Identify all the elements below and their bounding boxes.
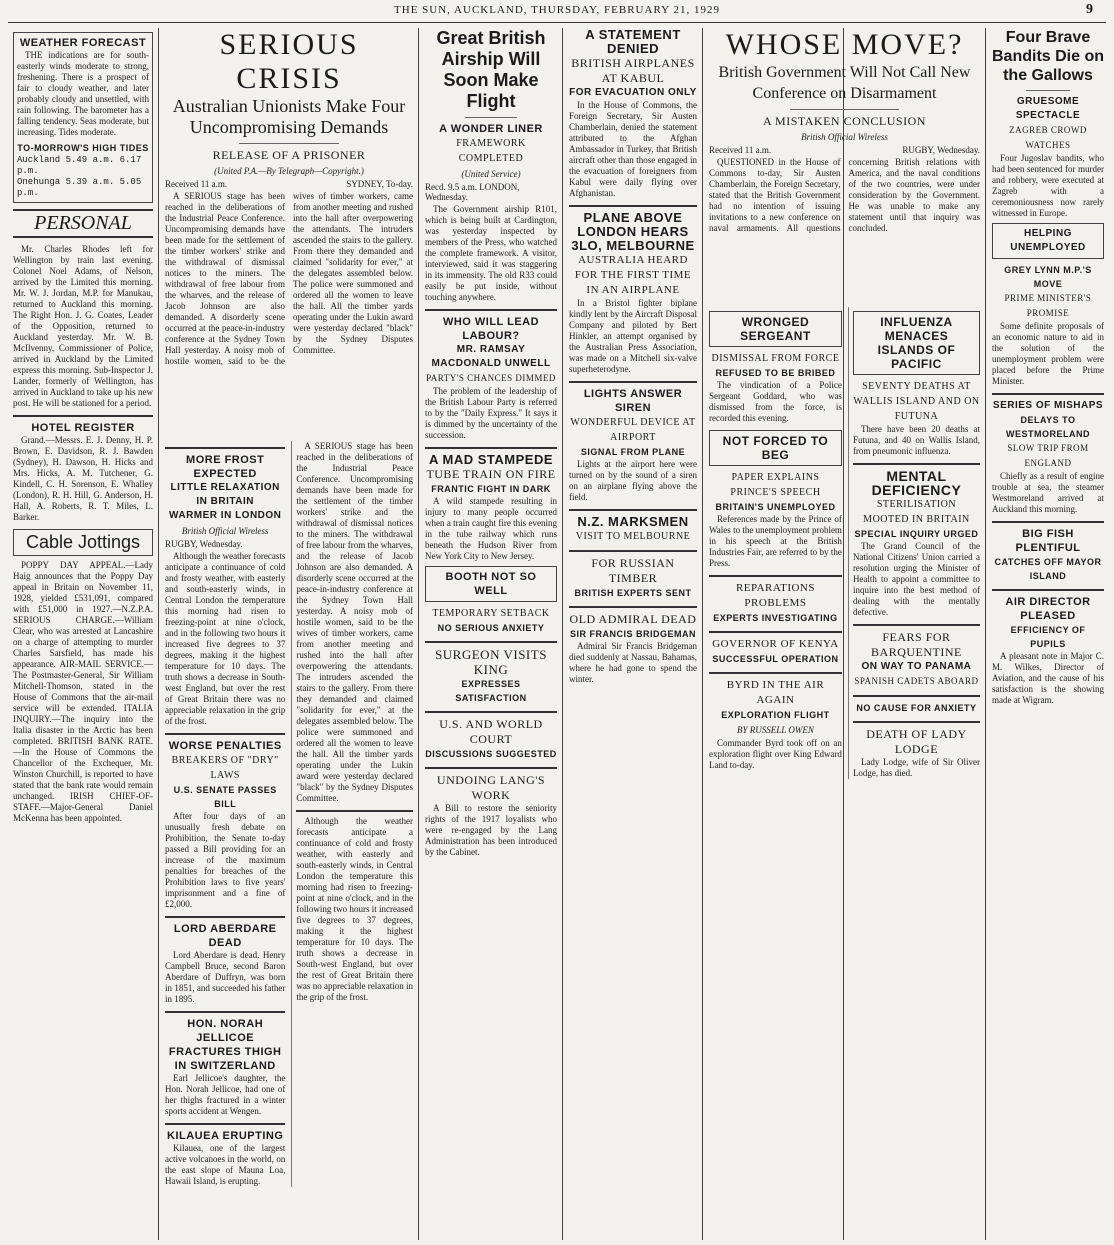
stampede-body: A wild stampede resulting in injury to many people occurred when a train caught fire this evening in the tube railway which runs beneath the Hudson River from New York City to New Jersey. (425, 496, 557, 561)
stampede-sub2: FRANTIC FIGHT IN DARK (431, 484, 551, 494)
plane-body: In a Bristol fighter biplane kindly lent by the Aircraft Disposal Company and piloted by Bert Hinkler, an attempt organised by the Australian Press Association, was made on a Mitchell six-valve superheterodyne. (569, 298, 697, 374)
worse-penalties-body: After four days of an unusually fresh debate on Prohibition, the Senate to-day passed a Bill providing for an increase of the maximum penalties for breaches of the Prohibition laws to five years' imprisonment and a fine of £2,000. (165, 811, 286, 909)
whose-move-received: Received 11 a.m. (709, 145, 772, 155)
air-director-body: A pleasant note in Major C. M. Wilkes, Director of Aviation, and the cause of his satisfaction is the showing made at Wigram. (992, 651, 1104, 705)
frost-sub2: WARMER IN LONDON (168, 510, 282, 521)
aberdare-body: Lord Aberdare is dead. Henry Campbell Bruce, second Baron Aberdare of Duffryn, was born in 1851, and succeeded his father in 1895. (165, 950, 286, 1004)
fish-headline: BIG FISH PLENTIFUL (1015, 528, 1081, 554)
labour-sub: MR. RAMSAY MACDONALD UNWELL (431, 344, 551, 369)
column-rule (985, 28, 986, 1240)
column-rule (418, 28, 419, 1240)
lights-sub2: SIGNAL FROM PLANE (580, 447, 686, 457)
not-forced-sub: PAPER EXPLAINS PRINCE'S SPEECH (730, 472, 821, 498)
timber-sub: BRITISH EXPERTS SENT (574, 588, 692, 598)
frost-continued: Although the weather forecasts anticipate a continuance of cold and frosty weather, with easterly and south-easterly winds, in Central London the temperature this morning had risen to freezing-point at nine o'clock, and in the following two hours it increased five degrees to 37 degrees, making it the highest temperature for 10 days. The truth shows a decrease in South-west England, but over the rest of Great Britain there was no appreciable relaxation in the grip of the frost. (296, 816, 413, 1002)
helping-headline: HELPING UNEMPLOYED (1010, 228, 1086, 253)
bandits-body: Four Jugoslav bandits, who had been sentenced for murder and robbery, were executed at Zagreb with a ceremoniousness now rarely witnessed in Europe. (992, 153, 1104, 218)
kilauea-headline: KILAUEA ERUPTING (167, 1130, 284, 1142)
serious-crisis-sub: RELEASE OF A PRISONER (212, 148, 366, 162)
airship-headline: Great British Airship Will Soon Make Flight (436, 28, 546, 111)
barquentine-headline: FEARS FOR BARQUENTINE (871, 630, 962, 659)
personal-text: Mr. Charles Rhodes left for Wellington by train last evening. Colonel Noel Adams, of Nelson, arrived by the Limited this morning. Mr. W. J. Jordan, M.P. for Manukau, returned to Auckland this morning. The Right Hon. J. G. Coates, Leader of the Opposition, returned to Auckland yesterday. Mr. W. B. McIlvenny, Commissioner of Police, arrived in Auckland by the Limited express this morning. Sub-Inspector J. Lander, formerly of Wellington, has arrived in Auckland to take up his new post. He will be stationed for a period. (13, 244, 153, 408)
fish-sub: CATCHES OFF MAYOR ISLAND (994, 557, 1102, 581)
hotel-text: Grand.—Messrs. E. J. Denny, H. P. Brown, E. Davidson, R. J. Bawden (Sydney), H. Dawson, H. Hicks and Mrs. Hicks, A. M. Tutchener, G. Kindell, C. H. Sorenson, E. Whalley (London), R. H. Hill, G. Anderson, H. Hall, A. Roberts, R. T. Miles, L. Barker. (13, 435, 153, 522)
statement-deck: BRITISH AIRPLANES AT KABUL (571, 56, 695, 85)
column-2 (160, 28, 418, 1240)
page-number: 9 (1086, 2, 1094, 17)
mishaps-sub: DELAYS TO WESTMORELAND (1006, 415, 1090, 439)
kenya-sub: SUCCESSFUL OPERATION (712, 654, 839, 664)
admiral-body: Admiral Sir Francis Bridgeman died suddenly at Nassau, Bahamas, where he had gone to spend the winter. (569, 641, 697, 684)
bandits-sub: GRUESOME SPECTACLE (1015, 96, 1081, 121)
worse-penalties-sub: BREAKERS OF "DRY" LAWS (171, 755, 279, 781)
weather-box (13, 32, 153, 203)
column-rule (158, 28, 159, 1240)
weather-text: THE indications are for south-easterly winds moderate to strong, freshening. There is a prospect of fair to cloudy weather, and later probably cloudy and unsettled, with rain following. The barometer has a falling tendency. Seas moderate, but increasing. Tides moderate. (17, 50, 149, 137)
column-5 (704, 28, 985, 1240)
frost-body: Although the weather forecasts anticipate a continuance of cold and frosty weather, with easterly and south-easterly winds, in Central London the temperature this morning had risen to freezing-point at nine o'clock, and in the following two hours it increased five degrees to 37 degrees, making it the highest temperature for 10 days. The truth shows a decrease in South-west England, but over the rest of Great Britain there was no appreciable relaxation in the grip of the frost. (165, 551, 286, 726)
surgeon-headline: SURGEON VISITS KING (435, 647, 547, 677)
barquentine-sub: ON WAY TO PANAMA (861, 661, 972, 672)
serious-crisis-deck: Australian Unionists Make Four Uncompromising Demands (172, 96, 406, 137)
statement-sub: FOR EVACUATION ONLY (569, 87, 697, 98)
reparations-headline: REPARATIONS PROBLEMS (735, 582, 815, 609)
world-court-sub: DISCUSSIONS SUGGESTED (425, 749, 557, 759)
sergeant-sub2: REFUSED TO BE BRIBED (715, 368, 836, 378)
serious-crisis-dateline: SYDNEY, To-day. (346, 179, 413, 189)
serious-crisis-continued: A SERIOUS stage has been reached in the deliberations of the Industrial Peace Conference. Uncompromising demands have been made for the settlement of the timber workers' strike and the withdrawal of dismissal notices to the miners. The withdrawal of free labour from the wharves, and the release of Jacob Johnson are also demanded. A disorderly scene occurred at the peace-in-industry conference at the Sydney Town Hall yesterday. A noisy mob of hostile women, said to be the wives of timber workers, came from another meeting and rushed into the hall after overpowering the attendants. The intruders ascended the stairs to the gallery. From there they demanded and claimed "solidarity for ever," at the delegates assembled below. The police were summoned and ordered all the women to leave the hall. All the timber yards operating under the Lukin award were yesterday declared "black" by the Sydney Disputes Committee. (296, 441, 413, 803)
kenya-headline: GOVERNOR OF KENYA (712, 638, 839, 650)
serious-crisis-headline: SERIOUS CRISIS (219, 28, 359, 95)
airship-body: The Government airship R101, which is being built at Cardington, was yesterday inspected by members of the Press, who watched the complete framework. A visitor, interviewed, said it was staggering in its immensity. The old R33 could easily be put inside, without touching anywhere. (425, 204, 557, 302)
byrd-byline: BY RUSSELL OWEN (737, 725, 814, 735)
stampede-sub: TUBE TRAIN ON FIRE (426, 467, 556, 481)
influenza-sub: SEVENTY DEATHS AT WALLIS ISLAND AND ON FUTUNA (853, 381, 980, 422)
mental-sub: STERILISATION MOOTED IN BRITAIN (863, 499, 970, 525)
personal-title: PERSONAL (13, 209, 153, 238)
frost-sub: LITTLE RELAXATION IN BRITAIN (170, 482, 280, 507)
influenza-headline: INFLUENZA MENACES ISLANDS OF PACIFIC (877, 315, 956, 371)
timber-headline: FOR RUSSIAN TIMBER (591, 556, 675, 585)
serious-crisis-credit: (United P.A.—By Telegraph—Copyright.) (214, 166, 364, 176)
byrd-sub: EXPLORATION FLIGHT (721, 710, 830, 720)
world-court-headline: U.S. AND WORLD COURT (439, 717, 543, 746)
mental-body: The Grand Council of the National Citizens' Union carried a resolution urging the Minister of Health to appoint a committee to inquire into the best method of dealing with the mentally defective. (852, 541, 980, 617)
air-director-headline: AIR DIRECTOR PLEASED (1005, 596, 1091, 622)
column-7 (987, 28, 1109, 1240)
aberdare-headline: LORD ABERDARE DEAD (173, 923, 277, 949)
jottings-box (13, 529, 153, 556)
worse-penalties-sub2: U.S. SENATE PASSES BILL (173, 785, 277, 809)
lights-sub: WONDERFUL DEVICE AT AIRPORT (570, 417, 696, 443)
whose-move-dateline: RUGBY, Wednesday. (902, 145, 980, 155)
booth-sub2: NO SERIOUS ANXIETY (437, 623, 545, 633)
column-rule (702, 28, 703, 1240)
column-rule (562, 28, 563, 1240)
frost-headline: MORE FROST EXPECTED (186, 454, 265, 480)
air-director-sub: EFFICIENCY OF PUPILS (1010, 625, 1086, 649)
admiral-sub: SIR FRANCIS BRIDGEMAN (569, 629, 696, 639)
weather-title: WEATHER FORECAST (19, 37, 147, 49)
not-forced-headline: NOT FORCED TO BEG (722, 434, 829, 462)
mishaps-body: Chiefly as a result of engine trouble at sea, the steamer Westmoreland arrived at Auckland this morning. (992, 471, 1104, 514)
sergeant-body: The vindication of a Police Sergeant Goddard, who was dismissed from the force, is recorded this evening. (709, 380, 842, 423)
lodge-body: Lady Lodge, wife of Sir Oliver Lodge, has died. (852, 757, 980, 778)
frost-dateline: RUGBY, Wednesday. (165, 539, 243, 549)
lights-headline: LIGHTS ANSWER SIREN (583, 388, 683, 414)
whose-move-credit: British Official Wireless (801, 132, 888, 142)
airship-credit: (United Service) (461, 169, 521, 179)
not-forced-sub2: BRITAIN'S UNEMPLOYED (715, 502, 836, 512)
helping-sub2: PRIME MINISTER'S PROMISE (1004, 293, 1092, 318)
tides-onehunga: Onehunga 5.39 a.m. 5.05 p.m. (17, 177, 142, 198)
booth-headline: BOOTH NOT SO WELL (445, 571, 537, 597)
labour-sub2: PARTY'S CHANCES DIMMED (426, 373, 556, 383)
helping-body: Some definite proposals of an economic nature to aid in the solution of the unemployment problem were placed before the Prime Minister. (992, 321, 1104, 386)
marksmen-sub: VISIT TO MELBOURNE (575, 531, 691, 542)
mental-headline: MENTAL DEFICIENCY (871, 468, 962, 498)
airship-dateline: Recd. 9.5 a.m. LONDON, Wednesday. (425, 182, 520, 202)
hotel-title: HOTEL REGISTER (31, 422, 135, 434)
statement-headline: A STATEMENT DENIED (585, 28, 681, 56)
labour-headline: WHO WILL LEAD LABOUR? (442, 316, 540, 342)
worse-penalties-headline: WORSE PENALTIES (168, 740, 282, 752)
tides-auckland: Auckland 5.49 a.m. 6.17 p.m. (17, 155, 142, 176)
lights-body: Lights at the airport here were turned on by the sound of a siren on an airplane flying above the field. (569, 459, 697, 502)
byrd-headline: BYRD IN THE AIR AGAIN (726, 679, 825, 706)
sergeant-sub: DISMISSAL FROM FORCE (711, 353, 840, 364)
not-forced-body: References made by the Prince of Wales to the unemployment problem in his speech at the British Industries Fair, are referred to by the Press. (709, 514, 842, 568)
airship-sub: A WONDER LINER (439, 123, 543, 135)
helping-sub: GREY LYNN M.P.'S MOVE (1004, 265, 1092, 289)
jellicoe-headline: HON. NORAH JELLICOE FRACTURES THIGH IN SWITZERLAND (168, 1018, 282, 1072)
masthead-rule (8, 22, 1106, 23)
airship-sub2: FRAMEWORK COMPLETED (456, 138, 526, 164)
statement-body: In the House of Commons, the Foreign Secretary, Sir Austen Chamberlain, denied the statement attributed to the Afghan Ambassador in Turkey, that British aircraft other than those engaged in the evacuation of foreigners from Kabul were daily flying over Afghanistan. (569, 100, 697, 198)
mishaps-sub2: SLOW TRIP FROM ENGLAND (1007, 443, 1089, 468)
masthead-title: THE SUN, AUCKLAND, THURSDAY, FEBRUARY 21, 1929 (394, 4, 720, 16)
admiral-headline: OLD ADMIRAL DEAD (569, 612, 697, 626)
mishaps-headline: SERIES OF MISHAPS (992, 400, 1104, 411)
jottings-text: POPPY DAY APPEAL.—Lady Haig announces that the Poppy Day appeal in Britain on November 11, 1928, yielded £531,091, compared with £51,000 in 1927.—N.Z.P.A. SERIOUS CHARGE.—William Clear, who was arrested at Lancashire on a charge of attempting to murder Charles Sarsfield, has made his appearance. AIR-MAIL SERVICE.—The Postmaster-General, Sir William Mitchell-Thomson, stated in the House of Commons that the air-mail service will be extended. ITALIA INQUIRY.—The inquiry into the Italia disaster in the Arctic has been completed. BRITISH BANK RATE.—In the House of Commons the Chancellor of the Exchequer, Mr. Winston Churchill, is reported to have stated that the bank rate would remain unchanged. IRISH CHIEF-OF-STAFF.—Major-General Daniel McKenna has been appointed. (13, 560, 153, 823)
whose-move-body: QUESTIONED in the House of Commons to-day, Sir Austen Chamberlain, the Foreign Secretary, stated that the British Government had no intention of issuing invitations to a new conference on naval armaments. All questions concerning British relations with America, and the naval conditions of the two countries, were under consideration by the Government. He was unable to make any statement until that inquiry was concluded. (709, 157, 980, 233)
reparations-sub: EXPERTS INVESTIGATING (713, 613, 838, 623)
whose-move-deck: British Government Will Not Call New Conference on Disarmament (718, 64, 971, 102)
lodge-headline: DEATH OF LADY LODGE (866, 727, 967, 756)
tides-title: TO-MORROW'S HIGH TIDES (17, 143, 149, 153)
column-4 (564, 28, 702, 1240)
stampede-headline: A MAD STAMPEDE (429, 452, 553, 467)
frost-credit: British Official Wireless (181, 526, 269, 536)
whose-move-sub: A MISTAKEN CONCLUSION (763, 114, 926, 128)
marksmen-headline: N.Z. MARKSMEN (577, 514, 689, 529)
anxiety-headline: NO CAUSE FOR ANXIETY (856, 703, 977, 713)
labour-body: The problem of the leadership of the British Labour Party is referred to by the "Daily Express." It says it is dimmed by the uncertainty of the succession. (425, 386, 557, 440)
serious-crisis-body: A SERIOUS stage has been reached in the deliberations of the Industrial Peace Conference. Uncompromising demands have been made for the settlement of the timber workers' strike and the withdrawal of dismissal notices to the miners. The withdrawal of free labour from the wharves, and the release of Jacob Johnson are also demanded. A disorderly scene occurred at the peace-in-industry conference at the Sydney Town Hall yesterday. A noisy mob of hostile women, said to be the wives of timber workers, came from another meeting and rushed into the hall after overpowering the attendants. The intruders ascended the stairs to the gallery. From there they demanded and claimed "solidarity for ever," at the delegates assembled below. The police were summoned and ordered all the women to leave the hall. All the timber yards operating under the Lukin award were yesterday declared "black" by the Sydney Disputes Committee. (165, 191, 413, 366)
mental-sub2: SPECIAL INQUIRY URGED (854, 529, 979, 539)
undoing-headline: UNDOING LANG'S WORK (436, 773, 546, 802)
surgeon-sub: EXPRESSES SATISFACTION (455, 679, 527, 703)
column-1 (8, 28, 158, 1240)
barquentine-sub2: SPANISH CADETS ABOARD (854, 676, 979, 686)
serious-crisis-received: Received 11 a.m. (165, 179, 228, 189)
influenza-body: There have been 20 deaths at Futuna, and 40 on Wallis Island, from pneumonic influenza. (852, 424, 980, 456)
plane-headline: PLANE ABOVE LONDON HEARS 3LO, MELBOURNE (571, 210, 695, 253)
plane-sub: AUSTRALIA HEARD FOR THE FIRST TIME IN AN AIRPLANE (574, 254, 692, 296)
booth-sub: TEMPORARY SETBACK (432, 608, 550, 619)
undoing-body: A Bill to restore the seniority rights of the 1917 loyalists who were re-engaged by the Lang Administration has been introduced by the Cabinet. (425, 803, 557, 857)
kilauea-body: Kilauea, one of the largest active volcanoes in the world, on the east slope of Mauna Loa, Hawaii Island, is erupting. (165, 1143, 286, 1186)
byrd-body: Commander Byrd took off on an exploration flight over King Edward Land to-day. (709, 738, 842, 770)
jellicoe-body: Earl Jellicoe's daughter, the Hon. Norah Jellicoe, had one of her thighs fractured in a winter sports accident at Wengen. (165, 1073, 286, 1116)
bandits-headline: Four Brave Bandits Die on the Gallows (992, 29, 1105, 84)
masthead (0, 0, 1114, 20)
jottings-title: Cable Jottings (25, 532, 141, 552)
bandits-sub2: ZAGREB CROWD WATCHES (1009, 125, 1087, 150)
sergeant-headline: WRONGED SERGEANT (740, 315, 811, 343)
whose-move-headline: WHOSE MOVE? (725, 28, 964, 61)
column-3 (420, 28, 562, 1240)
